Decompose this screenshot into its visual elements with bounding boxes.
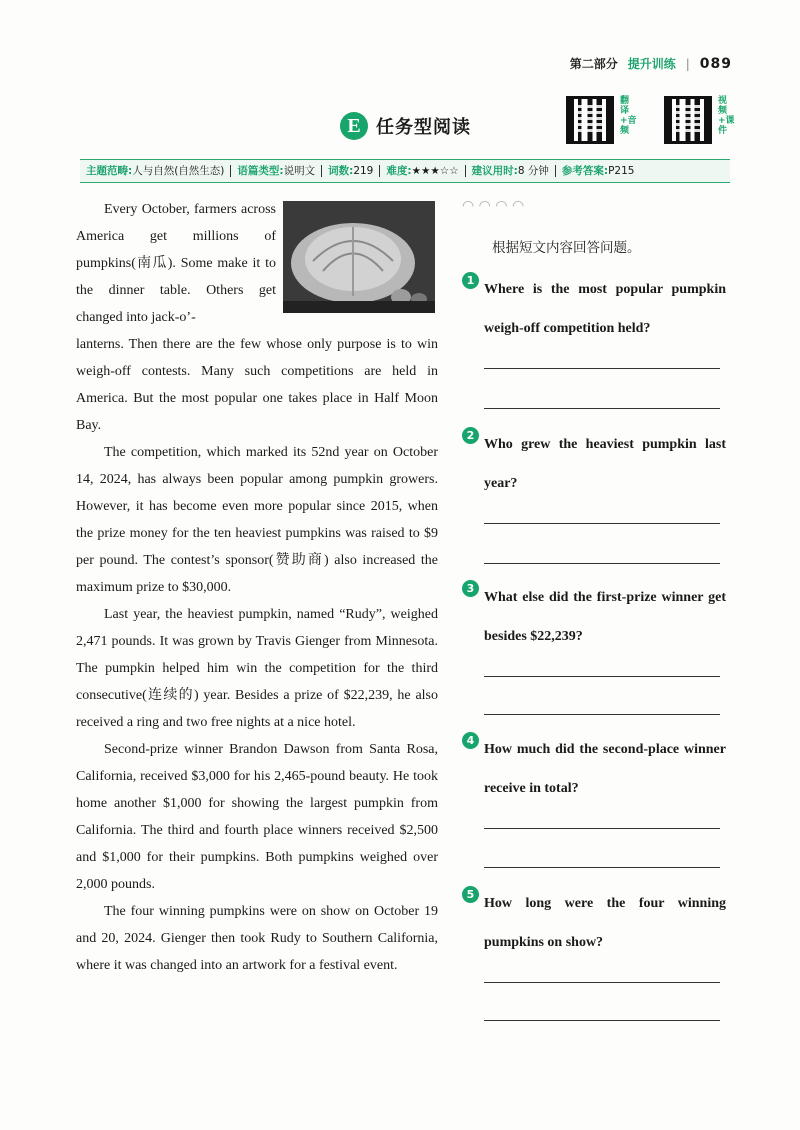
qr-code-icon[interactable] — [664, 96, 712, 144]
question-text: What else did the first-prize winner get besides $22,239? — [484, 590, 726, 644]
section-badge: E — [340, 112, 368, 140]
question-number: 4 — [462, 732, 479, 749]
answer-line[interactable] — [484, 867, 720, 868]
article-paragraph: Last year, the heaviest pumpkin, named “Rudy”, weighed 2,471 pounds. It was grown by Travis Gienger from Minnesota. The pumpkin helped him win the competition for the third consecutive(连续的) year. Besides a prize of $22,239, he also received a ring and two free nights at a nice hotel. — [76, 607, 438, 730]
answer-line[interactable] — [484, 714, 720, 715]
question-text: Who grew the heaviest pumpkin last year? — [484, 437, 726, 491]
meta-word-count: 词数:219 — [322, 165, 380, 177]
answer-line[interactable] — [484, 523, 720, 524]
question-number: 1 — [462, 272, 479, 289]
article-paragraph: Every October, farmers across America get millions of pumpkins(南瓜). Some make it to the dinner table. Others get changed into jack-o’- — [76, 202, 276, 325]
answer-line[interactable] — [484, 828, 720, 829]
answer-line[interactable] — [484, 676, 720, 677]
question-number: 2 — [462, 427, 479, 444]
meta-theme: 主题范畴:人与自然(自然生态) — [80, 165, 231, 177]
article-paragraph: lanterns. Then there are the few whose only purpose is to win weigh-off contests. Many such competitions are held in America. But the most popular one takes place in Half Moon Bay. — [76, 337, 438, 433]
section-title — [340, 112, 471, 140]
question-text: How much did the second-place winner receive in total? — [484, 742, 726, 796]
page-number: 089 — [699, 55, 732, 72]
meta-difficulty: 难度:★★★☆☆ — [380, 165, 465, 177]
qr-code-icon[interactable] — [566, 96, 614, 144]
article-paragraph: Second-prize winner Brandon Dawson from Santa Rosa, California, received $3,000 for his 2,465-pound beauty. He took home another $1,000 for showing the largest pumpkin from California. The third and fourth place winners received $2,500 and $1,000 for their pumpkins. Both pumpkins weighed over 2,000 pounds. — [76, 742, 438, 892]
part-label: 第二部分 — [569, 57, 618, 71]
header-separator: | — [685, 56, 690, 71]
article-paragraph: The four winning pumpkins were on show on October 19 and 20, 2024. Gienger then took Rudy to Southern California, where it was changed into an artwork for a festival event. — [76, 904, 438, 973]
section-title-text: 任务型阅读 — [376, 117, 471, 138]
question-item — [462, 884, 726, 962]
answer-line[interactable] — [484, 1020, 720, 1021]
article-paragraph: The competition, which marked its 52nd year on October 14, 2024, has always been popular among pumpkin growers. However, it has become even more popular since 2015, when the prize money for the ten heaviest pumpkins was raised to $9 per pound. The contest’s sponsor(赞助商) also increased the maximum prize to $30,000. — [76, 445, 438, 595]
question-item — [462, 270, 726, 348]
section-label: 提升训练 — [627, 57, 676, 71]
answer-line[interactable] — [484, 408, 720, 409]
question-item — [462, 425, 726, 503]
answer-line[interactable] — [484, 368, 720, 369]
meta-suggested-time: 建议用时:8 分钟 — [466, 165, 556, 177]
question-item — [462, 578, 726, 656]
answer-line[interactable] — [484, 563, 720, 564]
meta-text-type: 语篇类型:说明文 — [231, 165, 322, 177]
article — [76, 196, 438, 979]
question-item — [462, 730, 726, 808]
question-text: Where is the most popular pumpkin weigh-off competition held? — [484, 282, 726, 336]
page-header — [570, 55, 732, 72]
pencil-marks: ◠ ◠ ◠ ◠ — [462, 198, 525, 214]
qr-label-video: 视频+课件 — [718, 96, 735, 136]
question-number: 3 — [462, 580, 479, 597]
question-number: 5 — [462, 886, 479, 903]
meta-answer-ref: 参考答案:P215 — [561, 165, 635, 177]
meta-info-bar — [80, 159, 730, 183]
qr-label-translation: 翻译+音频 — [620, 96, 637, 136]
answer-line[interactable] — [484, 982, 720, 983]
question-text: How long were the four winning pumpkins on show? — [484, 896, 726, 950]
task-panel — [462, 198, 726, 950]
task-instruction: 根据短文内容回答问题。 — [492, 240, 641, 256]
